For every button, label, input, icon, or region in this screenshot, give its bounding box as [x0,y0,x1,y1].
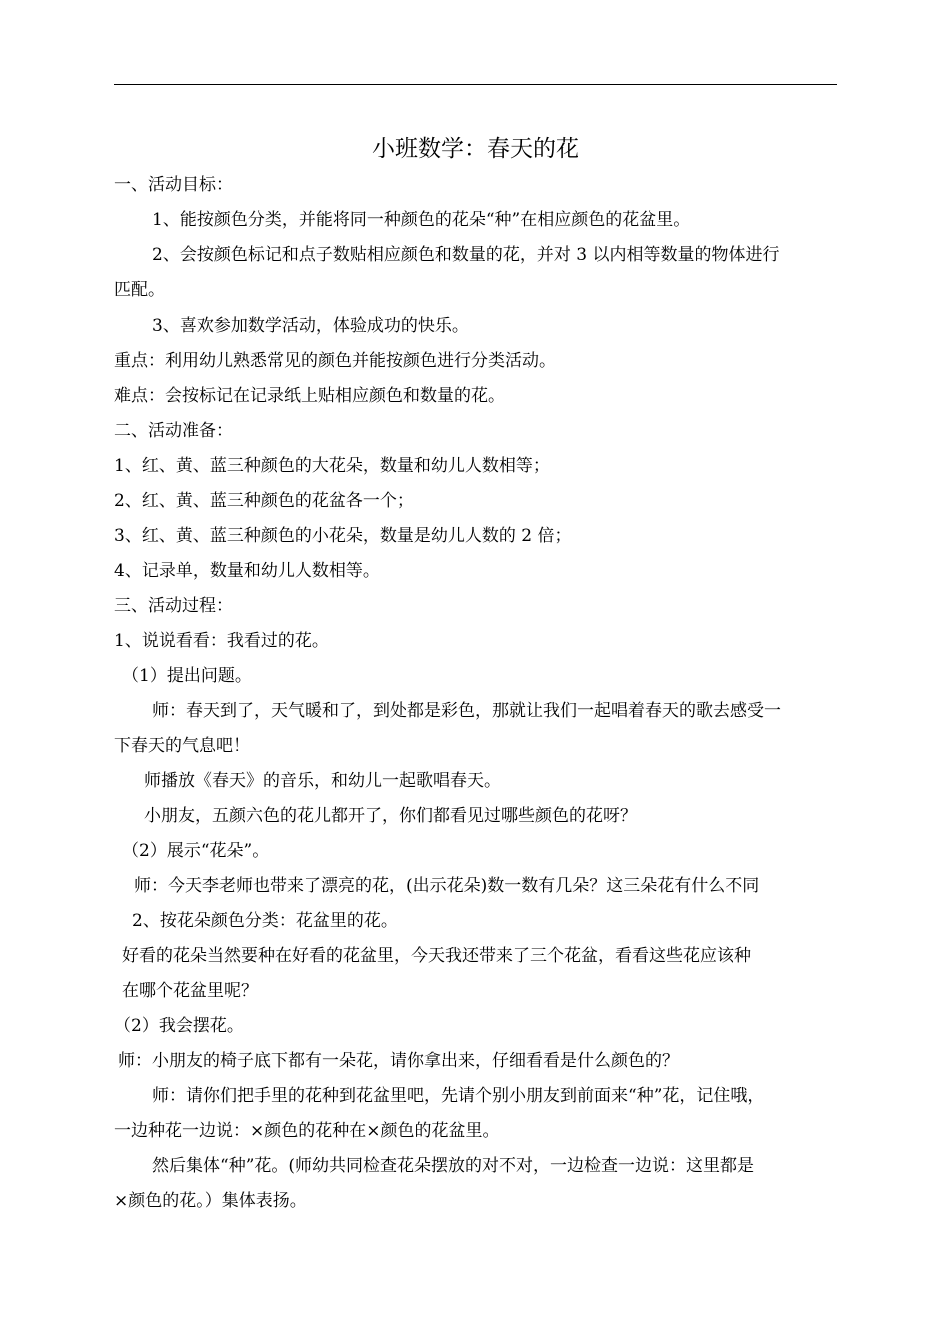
teacher-line-2: 师播放《春天》的音乐，和幼儿一起歌唱春天。 [144,771,501,791]
step-2-intro: 好看的花朵当然要种在好看的花盆里，今天我还带来了三个花盆，看看这些花应该种 [122,946,751,966]
prep-item-4: 4、记录单，数量和幼儿人数相等。 [114,561,380,581]
process-substep-1: （1）提出问题。 [122,666,252,686]
section-heading-goals: 一、活动目标： [114,175,233,195]
teacher-line-3: 小朋友，五颜六色的花儿都开了，你们都看见过哪些颜色的花呀？ [144,806,637,826]
group-planting: 然后集体“种”花。(师幼共同检查花朵摆放的对不对，一边检查一边说：这里都是 [152,1156,755,1176]
teacher-line-1-cont: 下春天的气息吧！ [114,736,250,756]
header-rule [114,84,837,85]
prep-item-1: 1、红、黄、蓝三种颜色的大花朵，数量和幼儿人数相等； [114,456,550,476]
key-point: 重点：利用幼儿熟悉常见的颜色并能按颜色进行分类活动。 [114,351,556,371]
teacher-line-5: 师：小朋友的椅子底下都有一朵花，请你拿出来，仔细看看是什么颜色的？ [118,1051,679,1071]
prep-item-3: 3、红、黄、蓝三种颜色的小花朵，数量是幼儿人数的 2 倍； [114,526,572,546]
goal-item-2-cont: 匹配。 [114,280,165,300]
step-2-intro-cont: 在哪个花盆里呢？ [122,981,258,1001]
goal-item-2 [152,238,837,272]
page-title: 小班数学：春天的花 [372,136,579,162]
teacher-line-1: 师：春天到了，天气暖和了，到处都是彩色，那就让我们一起唱着春天的歌去感受一 [152,701,781,721]
process-step-2: 2、按花朵颜色分类：花盆里的花。 [132,911,398,931]
goal-item-2-text: 2、会按颜色标记和点子数贴相应颜色和数量的花，并对 3 以内相等数量的物体进行 [152,245,780,265]
group-planting-cont: ×颜色的花。）集体表扬。 [114,1191,307,1211]
prep-item-2: 2、红、黄、蓝三种颜色的花盆各一个； [114,491,414,511]
process-substep-2: （2）展示“花朵”。 [122,841,270,861]
teacher-line-6: 师：请你们把手里的花种到花盆里吧，先请个别小朋友到前面来“种”花，记住哦， [152,1086,765,1106]
goal-item-1: 1、能按颜色分类，并能将同一种颜色的花朵“种”在相应颜色的花盆里。 [152,210,691,230]
section-heading-process: 三、活动过程： [114,596,233,616]
process-step-1: 1、说说看看：我看过的花。 [114,631,329,651]
teacher-line-4: 师：今天李老师也带来了漂亮的花，(出示花朵)数一数有几朵？这三朵花有什么不同 [134,876,760,896]
process-substep-3: （2）我会摆花。 [114,1016,244,1036]
section-heading-prep: 二、活动准备： [114,421,233,441]
difficult-point: 难点：会按标记在记录纸上贴相应颜色和数量的花。 [114,386,505,406]
goal-item-3: 3、喜欢参加数学活动，体验成功的快乐。 [152,316,469,336]
teacher-line-6-cont: 一边种花一边说：×颜色的花种在×颜色的花盆里。 [114,1121,500,1141]
